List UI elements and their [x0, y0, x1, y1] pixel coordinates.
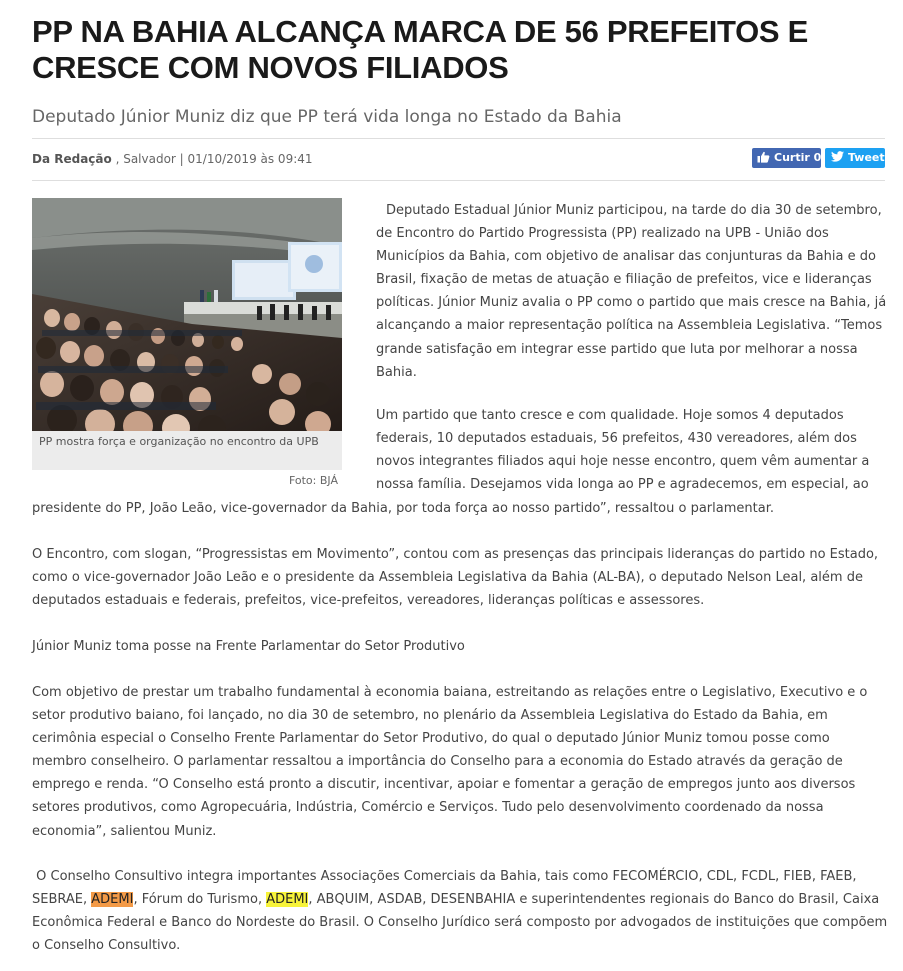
text-line: cerimônia especial o Conselho Frente Parlamentar do Setor Produtivo, do qual o deputado Júnior Muniz tomou posse como [32, 731, 830, 747]
text-line: de Encontro do Partido Progressista (PP) realizado na UPB - União dos [376, 226, 829, 242]
text-line: o Conselho Consultivo. [32, 938, 181, 954]
text-line: presidente do PP, João Leão, vice-governador da Bahia, por toda força ao nosso partido”, ressaltou o parlamentar. [32, 501, 774, 516]
text-line: nossa família. Desejamos vida longa ao PP e agradecemos, em especial, ao [376, 477, 869, 493]
author-name[interactable]: Da Redação [32, 152, 112, 166]
text-line: Econômica Federal e Banco do Nordeste do Brasil. O Conselho Jurídico será composto por advogados de instituições que compõem [32, 915, 888, 931]
divider [32, 138, 885, 139]
divider [32, 180, 885, 181]
text-line: setor produtivo baiano, foi lançado, no dia 30 de setembro, no plenário da Assembleia Legislativa do Estado da Bahia, em [32, 708, 828, 724]
twitter-tweet-button[interactable] [825, 148, 885, 168]
text-line: O Encontro, com slogan, “Progressistas em Movimento”, contou com as presenças das principais lideranças do partido no Estado, [32, 547, 879, 562]
text-line: grande satisfação em integrar esse partido que luta por melhorar a nossa [376, 341, 858, 357]
article-photo[interactable] [32, 198, 342, 431]
meta-location-date: , Salvador | 01/10/2019 às 09:41 [111, 152, 313, 166]
text-line: Um partido que tanto cresce e com qualidade. Hoje somos 4 deputados [376, 408, 844, 423]
article-meta [32, 150, 313, 168]
paragraph-1 [376, 199, 888, 384]
photo-credit: Foto: BJÁ [288, 474, 338, 487]
highlight-ademi-orange: ADEMI [91, 892, 134, 908]
paragraph-2 [376, 404, 888, 496]
facebook-like-button[interactable] [752, 148, 821, 168]
text-line: Municípios da Bahia, com objetivo de analisar das conjunturas da Bahia e do [376, 249, 876, 265]
section-subheading: Júnior Muniz toma posse na Frente Parlamentar do Setor Produtivo [32, 639, 465, 654]
text-line: setores produtivos, como Agropecuária, Indústria, Comércio e Serviços. Tudo pelo desenvolvimento coordenado da nossa [32, 800, 824, 816]
text-line: membro conselheiro. O parlamentar ressaltou a importância do Conselho para a economia do Estado através da geração de [32, 754, 843, 770]
text-segment: , Fórum do Turismo, [133, 892, 267, 908]
text-line: Deputado Estadual Júnior Muniz participou, na tarde do dia 30 de setembro, [386, 203, 882, 218]
paragraph-5 [32, 865, 892, 957]
text-line: economia”, salientou Muniz. [32, 823, 217, 839]
photo-caption: PP mostra força e organização no encontro da UPB [39, 435, 319, 448]
text-line [32, 888, 892, 911]
text-segment: SEBRAE, [32, 892, 92, 908]
text-line: O Conselho Consultivo integra importantes Associações Comerciais da Bahia, tais como FECOMÉRCIO, CDL, FCDL, FIEB, FAEB, [32, 869, 857, 884]
twitter-tweet-label: Tweet [848, 151, 885, 164]
article-title: PP NA BAHIA ALCANÇA MARCA DE 56 PREFEITOS E CRESCE COM NOVOS FILIADOS [32, 14, 808, 85]
paragraph-3 [32, 543, 892, 612]
photo-figure [32, 198, 342, 470]
text-line: Bahia. [376, 364, 417, 380]
bird-icon [831, 148, 845, 168]
article-subtitle: Deputado Júnior Muniz diz que PP terá vida longa no Estado da Bahia [32, 107, 622, 127]
text-line: Com objetivo de prestar um trabalho fundamental à economia baiana, estreitando as relações entre o Legislativo, Executivo e o [32, 685, 868, 700]
text-line: como o vice-governador João Leão e o presidente da Assembleia Legislativa da Bahia (AL-BA), o deputado Nelson Leal, além de [32, 570, 863, 586]
text-line: políticas. Júnior Muniz avalia o PP como o partido que mais cresce na Bahia, já [376, 295, 887, 311]
text-line: emprego e renda. “O Conselho está pronto a discutir, incentivar, apoiar e fomentar a geração de empregos junto aos diversos [32, 777, 856, 793]
text-line: federais, 10 deputados estaduais, 56 prefeitos, 430 vereadores, além dos [376, 431, 857, 447]
thumbs-up-icon [757, 148, 771, 168]
text-segment: , ABQUIM, ASDAB, DESENBAHIA e superintendentes regionais do Banco do Brasil, Caixa [308, 892, 880, 908]
facebook-like-label: Curtir 0 [774, 151, 822, 164]
text-line: Brasil, fixação de metas de atuação e filiação de prefeitos, vice e lideranças [376, 272, 872, 288]
text-line: novos integrantes filiados aqui hoje nesse encontro, quem vêm aumentar a [376, 454, 870, 470]
highlight-ademi-yellow: ADEMI [266, 892, 309, 908]
text-line: alcançando a maior representação política na Assembleia Legislativa. “Temos [376, 318, 883, 334]
paragraph-4 [32, 681, 892, 843]
text-line: deputados estaduais e federais, prefeitos, vice-prefeitos, vereadores, lideranças políticas e assessores. [32, 593, 705, 609]
